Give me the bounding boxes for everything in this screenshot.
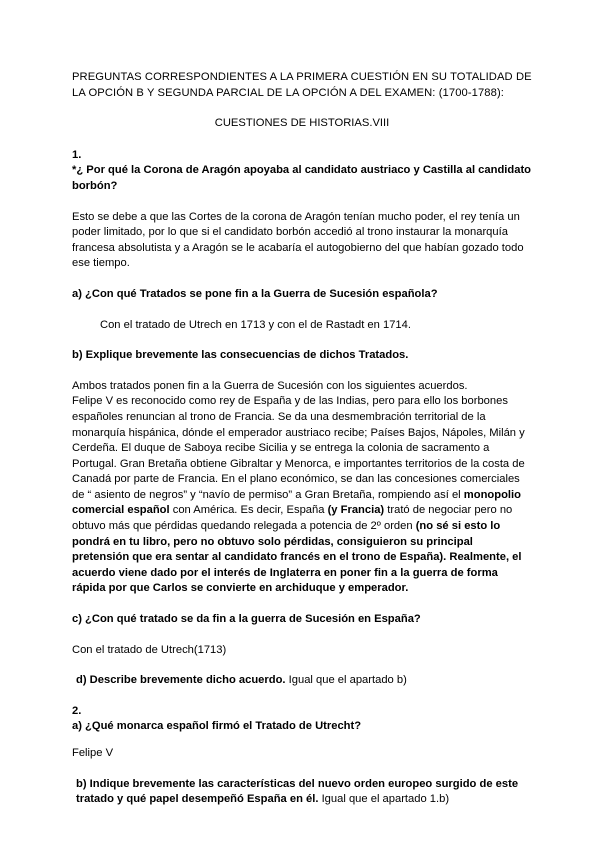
- document-title: CUESTIONES DE HISTORIAS.VIII: [214, 117, 390, 130]
- question-2b: [72, 777, 532, 808]
- question-1d-text: d) Describe brevemente dicho acuerdo.: [76, 674, 286, 687]
- question-1b-answer: [72, 379, 532, 597]
- answer-1b-bold-3: (no sé si esto lo pondrá en tu libro, pero no obtuvo solo pérdidas, consiguieron su principal pretensión que era sentar al candidato francés en el trono de España). Realmente, el acuerdo viene dado por el interés de Inglaterra en poner fin a la guerra de forma rápida por que Carlos se convierte en archiduque y emperador.: [72, 520, 522, 595]
- question-1a-answer: Con el tratado de Utrech en 1713 y con el de Rastadt en 1714.: [100, 318, 411, 331]
- question-2a-answer: Felipe V: [72, 747, 114, 759]
- question-1b-text: b) Explique brevemente las consecuencias de dichos Tratados.: [72, 349, 409, 362]
- question-2a-text: a) ¿Qué monarca español firmó el Tratado de Utrecht?: [72, 720, 362, 733]
- question-1-answer: Esto se debe a que las Cortes de la corona de Aragón tenían mucho poder, el rey tenía un poder limitado, por lo que si el candidato borbón accedió al trono instaurar la monarquía francesa absolutista y a Aragón se le acabaría el autogobierno del que habían gozado todo ese tiempo.: [72, 210, 524, 270]
- question-2b-answer: Igual que el apartado 1.b): [321, 793, 450, 806]
- answer-1b-bold-2: (y Francia): [327, 504, 385, 517]
- answer-1b-part-3: trató de negociar pero no obtuvo más que pérdidas quedando relegada a potencia de 2º orden: [72, 504, 513, 533]
- answer-1b-part-1: Felipe V es reconocido como rey de España y de las Indias, pero para ello los borbones españoles renuncian al trono de Francia. Se da una desmembración territorial de la monarquía hispánica, dónde el emperador austriaco recibe; Países Bajos, Nápoles, Milán y Cerdeña. El duque de Saboya recibe Sicilia y se entrega la colonia de sacramento a Portugal. Gran Bretaña obtiene Gibraltar y Menorca, e importantes territorios de la costa de Canadá por parte de Francia. En el plano económico, se dan las concesiones comerciales de “ asiento de negros” y “navío de permiso” a Gran Bretaña, rompiendo así el: [72, 395, 525, 501]
- question-1c-answer: Con el tratado de Utrech(1713): [72, 643, 227, 656]
- question-2-number: 2.: [72, 704, 82, 717]
- question-1-number: 1.: [72, 148, 82, 161]
- header-line-2: LA OPCIÓN B Y SEGUNDA PARCIAL DE LA OPCIÓN A DEL EXAMEN: (1700-1788):: [72, 86, 504, 99]
- header-line-1: PREGUNTAS CORRESPONDIENTES A LA PRIMERA CUESTIÓN EN SU TOTALIDAD DE: [72, 71, 532, 83]
- answer-1b-part-2: con América. Es decir, España: [172, 504, 325, 517]
- question-1-text: *¿ Por qué la Corona de Aragón apoyaba al candidato austriaco y Castilla al candidato borbón?: [72, 164, 532, 192]
- question-1d: [72, 673, 532, 689]
- answer-1b-bold-1: monopolio comercial español: [72, 488, 521, 517]
- question-1d-answer: Igual que el apartado b): [288, 674, 407, 687]
- question-1a-text: a) ¿Con qué Tratados se pone fin a la Guerra de Sucesión española?: [72, 287, 438, 300]
- document-header: [72, 70, 532, 101]
- question-1c-text: c) ¿Con qué tratado se da fin a la guerra de Sucesión en España?: [72, 613, 421, 626]
- answer-1b-intro: Ambos tratados ponen fin a la Guerra de Sucesión con los siguientes acuerdos.: [72, 379, 468, 392]
- question-2b-text: b) Indique brevemente las características del nuevo orden europeo surgido de este tratado y qué papel desempeñó España en él.: [76, 777, 519, 806]
